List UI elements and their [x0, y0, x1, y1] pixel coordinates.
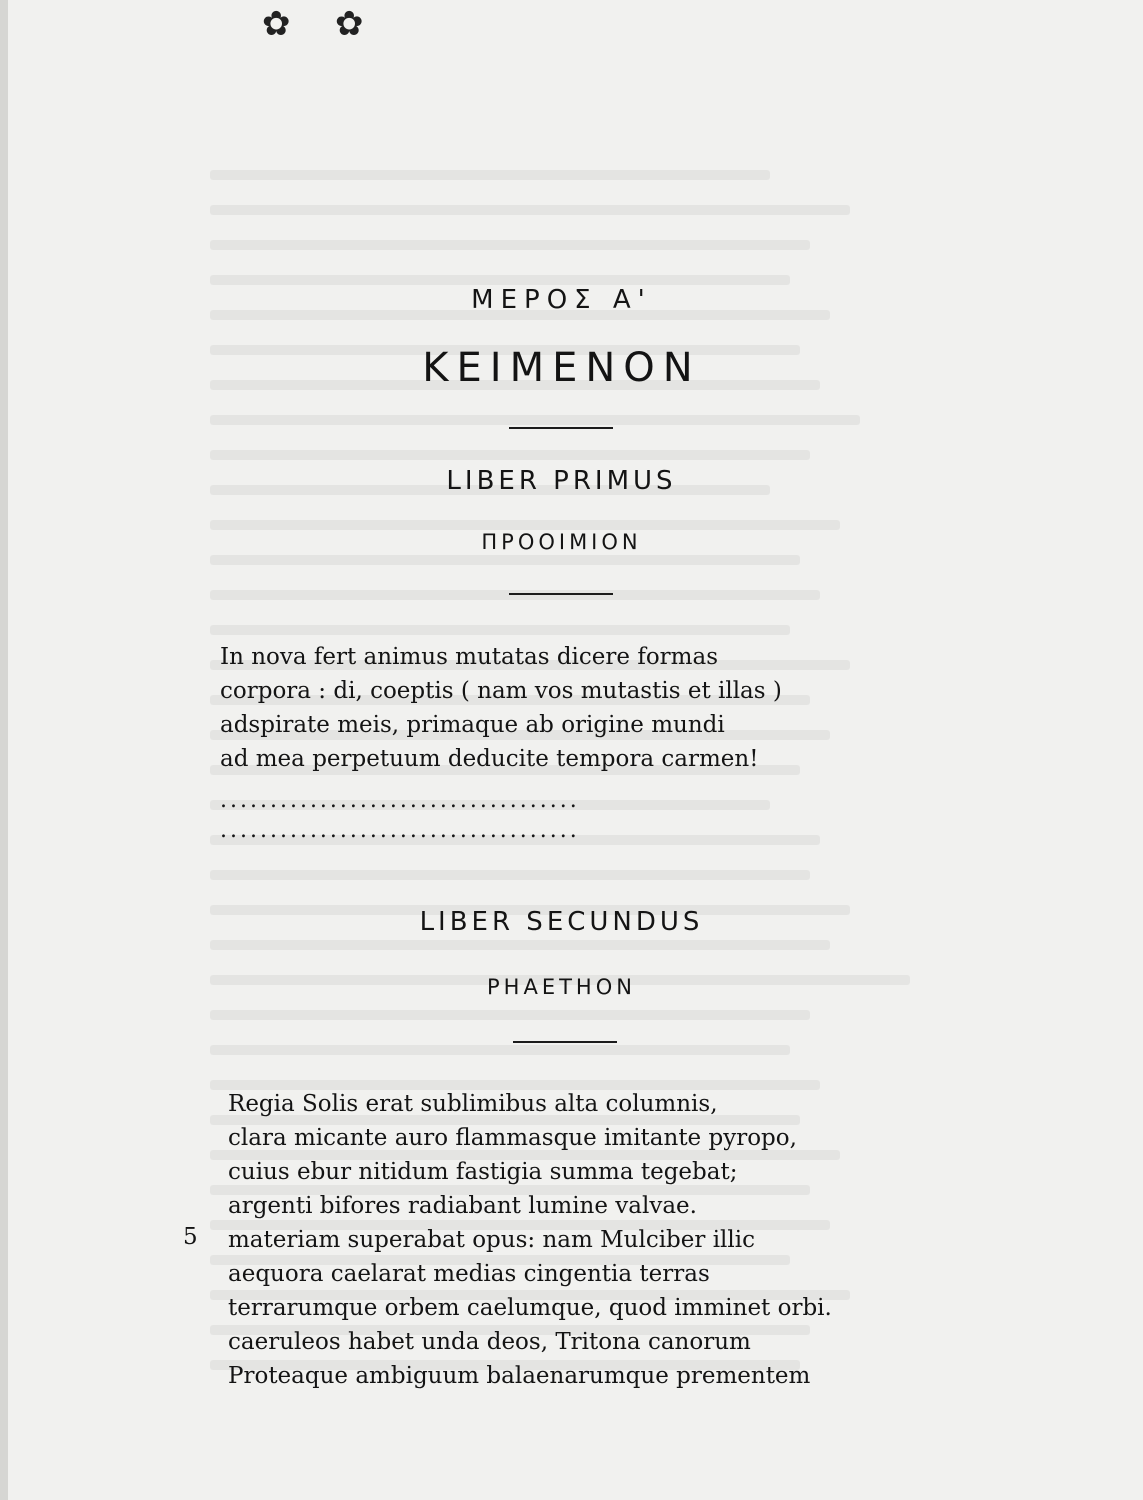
verse-line: clara micante auro flammasque imitante pyropo,: [228, 1125, 797, 1151]
verse-line: corpora : di, coeptis ( nam vos mutastis et illas ): [220, 678, 782, 704]
verse-line: terrarumque orbem caelumque, quod imminet orbi.: [228, 1295, 832, 1321]
main-title: ΚΕΙΜΕΝΟΝ: [422, 345, 701, 391]
verse-line: aequora caelarat medias cingentia terras: [228, 1261, 710, 1287]
book-one-title: LIBER PRIMUS: [446, 466, 677, 496]
ellipsis-line: ....................................: [220, 818, 580, 843]
book-two-title: LIBER SECUNDUS: [419, 907, 704, 937]
ellipsis-line: ....................................: [220, 788, 580, 813]
line-number: 5: [183, 1224, 198, 1250]
flower-ornament-icon: ✿: [335, 4, 364, 44]
divider: [509, 427, 613, 429]
proem-verse: [220, 640, 782, 776]
part-title: ΜΕΡΟΣ Α': [471, 285, 652, 315]
verse-line: cuius ebur nitidum fastigia summa tegebat;: [228, 1159, 738, 1185]
divider: [513, 1041, 617, 1043]
verse-line: materiam superabat opus: nam Mulciber illic: [228, 1227, 756, 1253]
verse-line: argenti bifores radiabant lumine valvae.: [228, 1193, 697, 1219]
flower-ornament-icon: ✿: [262, 4, 291, 44]
verse-line: In nova fert animus mutatas dicere formas: [220, 644, 718, 670]
verse-line: ad mea perpetuum deducite tempora carmen!: [220, 746, 759, 772]
book-two-subtitle: ΡΗΑΕΤΗΟΝ: [487, 975, 636, 999]
verse-line: caeruleos habet unda deos, Tritona canorum: [228, 1329, 751, 1355]
page-edge: [0, 0, 8, 1500]
phaethon-verse: [228, 1087, 832, 1393]
divider: [509, 593, 613, 595]
verse-line: Proteaque ambiguum balaenarumque prementem: [228, 1363, 811, 1389]
verse-line: Regia Solis erat sublimibus alta columnis,: [228, 1091, 718, 1117]
verse-line: adspirate meis, primaque ab origine mundi: [220, 712, 725, 738]
book-one-subtitle: ΠΡΟΟΙΜΙΟΝ: [481, 530, 642, 554]
